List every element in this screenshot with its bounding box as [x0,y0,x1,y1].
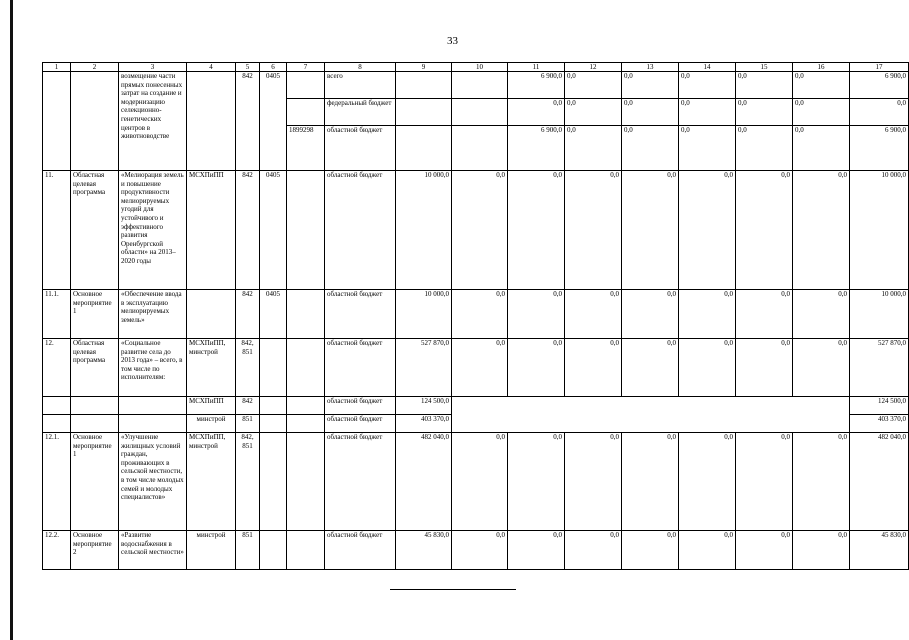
cell-value [452,99,508,126]
footer-divider [390,589,516,590]
col-header: 4 [187,63,236,72]
cell-section: 0405 [260,171,287,290]
cell-value: 0,0 [679,433,736,531]
table-row [43,397,909,415]
cell-value: 0,0 [452,433,508,531]
col-header: 7 [287,63,325,72]
cell-value: 0,0 [736,290,793,339]
cell-value: 0,0 [679,171,736,290]
cell-value: 0,0 [565,433,622,531]
cell-value: 0,0 [793,339,850,397]
cell-value: 0,0 [736,433,793,531]
cell-code: 842, 851 [236,339,260,397]
cell-value [452,72,508,99]
cell-value: 0,0 [622,126,679,171]
cell-value: 6 900,0 [508,126,565,171]
col-header: 11 [508,63,565,72]
cell-value: 0,0 [736,72,793,99]
cell-value: 0,0 [452,531,508,570]
cell-status [71,72,119,171]
cell-value [396,72,452,99]
cell-number: 12.2. [43,531,71,570]
cell-value: 403 370,0 [396,415,452,433]
cell-total: 124 500,0 [850,397,909,415]
cell-value: 0,0 [679,126,736,171]
cell-value: 0,0 [793,290,850,339]
cell-status: Основное мероприятие 1 [71,290,119,339]
budget-table [42,62,909,570]
cell-source: федеральный бюджет [325,99,396,126]
cell-name: «Улучшение жилищных условий граждан, проживающих в сельской местности, в том числе молодых семей и молодых специалистов» [119,433,187,531]
col-header: 13 [622,63,679,72]
cell-number: 12. [43,339,71,397]
table-row [43,72,909,99]
cell-total: 482 040,0 [850,433,909,531]
cell-empty [452,397,508,415]
cell-number: 11. [43,171,71,290]
cell-value: 0,0 [622,99,679,126]
cell-value: 0,0 [508,290,565,339]
cell-value: 0,0 [793,99,850,126]
cell-target [287,171,325,290]
cell-number: 12.1. [43,433,71,531]
cell-name: «Мелиорация земель и повышение продуктивности мелиорируемых угодий для устойчивого и эффективного развития Оренбургской области» на 2013–2020 годы [119,171,187,290]
cell-value: 0,0 [679,99,736,126]
cell-source: областной бюджет [325,433,396,531]
page-number: 33 [447,35,458,47]
page-edge-bar [10,0,13,640]
cell-name: «Обеспечение ввода в эксплуатацию мелиорируемых земель» [119,290,187,339]
cell-number [43,72,71,171]
col-header: 9 [396,63,452,72]
cell-value: 0,0 [736,126,793,171]
cell-value: 0,0 [565,99,622,126]
cell-executor [187,72,236,171]
cell-status: Основное мероприятие 1 [71,433,119,531]
cell-target [287,415,325,433]
cell-value: 0,0 [793,531,850,570]
cell-value [396,99,452,126]
cell-value: 0,0 [622,171,679,290]
cell-value: 0,0 [736,339,793,397]
cell-target [287,397,325,415]
cell-empty [622,397,679,415]
cell-section: 0405 [260,290,287,339]
col-header: 3 [119,63,187,72]
cell-value: 0,0 [679,72,736,99]
cell-value: 0,0 [793,126,850,171]
cell-total: 10 000,0 [850,171,909,290]
cell-target [287,433,325,531]
cell-value: 0,0 [622,433,679,531]
cell-target [287,339,325,397]
cell-value: 0,0 [508,99,565,126]
cell-value: 0,0 [565,531,622,570]
col-header: 2 [71,63,119,72]
cell-value: 10 000,0 [396,290,452,339]
col-header: 17 [850,63,909,72]
cell-source: всего [325,72,396,99]
cell-value: 0,0 [452,290,508,339]
cell-value: 0,0 [736,99,793,126]
cell-value: 6 900,0 [508,72,565,99]
cell-code: 842 [236,171,260,290]
cell-total: 527 870,0 [850,339,909,397]
cell-empty [508,397,565,415]
cell-source: областной бюджет [325,290,396,339]
cell-code: 851 [236,415,260,433]
cell-value: 0,0 [622,290,679,339]
cell-value: 0,0 [452,171,508,290]
cell-executor: минстрой [187,531,236,570]
cell-value: 0,0 [508,433,565,531]
cell-section [260,397,287,415]
cell-value: 0,0 [508,339,565,397]
cell-total: 0,0 [850,99,909,126]
cell-value: 0,0 [622,72,679,99]
cell-value: 0,0 [679,531,736,570]
cell-code: 842 [236,72,260,171]
cell-name [119,415,187,433]
cell-target: 1899298 [287,126,325,171]
cell-status: Областная целевая программа [71,339,119,397]
cell-name: «Развитие водоснабжения в сельской местности» [119,531,187,570]
column-number-row [43,63,909,72]
cell-value: 0,0 [565,339,622,397]
cell-target [287,72,325,99]
cell-value: 10 000,0 [396,171,452,290]
cell-section [260,339,287,397]
cell-number [43,415,71,433]
col-header: 16 [793,63,850,72]
col-header: 15 [736,63,793,72]
cell-value [452,126,508,171]
col-header: 10 [452,63,508,72]
col-header: 14 [679,63,736,72]
cell-section [260,415,287,433]
col-header: 8 [325,63,396,72]
cell-executor: МСХПиПП, минстрой [187,339,236,397]
cell-value: 0,0 [565,126,622,171]
cell-value [396,126,452,171]
cell-value: 0,0 [565,72,622,99]
cell-value: 0,0 [508,171,565,290]
cell-executor: МСХПиПП [187,397,236,415]
cell-empty [508,415,565,433]
table-row [43,171,909,290]
cell-executor: минстрой [187,415,236,433]
cell-value: 0,0 [736,171,793,290]
cell-empty [565,415,622,433]
cell-code: 842 [236,397,260,415]
cell-status: Областная целевая программа [71,171,119,290]
cell-value: 527 870,0 [396,339,452,397]
cell-value: 0,0 [508,531,565,570]
cell-status [71,397,119,415]
cell-empty [679,397,736,415]
col-header: 6 [260,63,287,72]
cell-empty [736,415,793,433]
cell-source: областной бюджет [325,415,396,433]
cell-number [43,397,71,415]
cell-empty [622,415,679,433]
cell-source: областной бюджет [325,397,396,415]
cell-empty [679,415,736,433]
table-row [43,339,909,397]
cell-executor [187,290,236,339]
cell-value: 45 830,0 [396,531,452,570]
cell-value: 124 500,0 [396,397,452,415]
cell-value: 0,0 [736,531,793,570]
cell-name: возмещение части прямых понесенных затрат на создание и модернизацию селекционно-генетических центров в животноводстве [119,72,187,171]
cell-value: 0,0 [793,171,850,290]
cell-value: 0,0 [452,339,508,397]
cell-code: 851 [236,531,260,570]
cell-source: областной бюджет [325,171,396,290]
cell-empty [736,397,793,415]
cell-section [260,433,287,531]
cell-total: 403 370,0 [850,415,909,433]
cell-target [287,290,325,339]
cell-status [71,415,119,433]
col-header: 5 [236,63,260,72]
cell-section [260,531,287,570]
cell-code: 842 [236,290,260,339]
cell-source: областной бюджет [325,339,396,397]
table-row [43,290,909,339]
cell-target [287,531,325,570]
cell-name [119,397,187,415]
cell-section: 0405 [260,72,287,171]
cell-executor: МСХПиПП [187,171,236,290]
cell-value: 0,0 [622,339,679,397]
cell-source: областной бюджет [325,126,396,171]
cell-value: 0,0 [793,72,850,99]
cell-executor: МСХПиПП, минстрой [187,433,236,531]
table-row [43,433,909,531]
col-header: 12 [565,63,622,72]
cell-value: 0,0 [565,171,622,290]
table-row [43,415,909,433]
cell-value: 0,0 [622,531,679,570]
cell-target [287,99,325,126]
cell-value: 0,0 [679,339,736,397]
cell-value: 0,0 [565,290,622,339]
cell-number: 11.1. [43,290,71,339]
cell-status: Основное мероприятие 2 [71,531,119,570]
cell-empty [452,415,508,433]
table-row [43,531,909,570]
cell-code: 842, 851 [236,433,260,531]
cell-empty [793,415,850,433]
cell-value: 482 040,0 [396,433,452,531]
cell-source: областной бюджет [325,531,396,570]
cell-name: «Социальное развитие села до 2013 года» – всего, в том числе по исполнителям: [119,339,187,397]
cell-total: 45 830,0 [850,531,909,570]
cell-value: 0,0 [793,433,850,531]
cell-total: 10 000,0 [850,290,909,339]
cell-value: 0,0 [679,290,736,339]
cell-total: 6 900,0 [850,72,909,99]
cell-empty [793,397,850,415]
col-header: 1 [43,63,71,72]
cell-total: 6 900,0 [850,126,909,171]
cell-empty [565,397,622,415]
